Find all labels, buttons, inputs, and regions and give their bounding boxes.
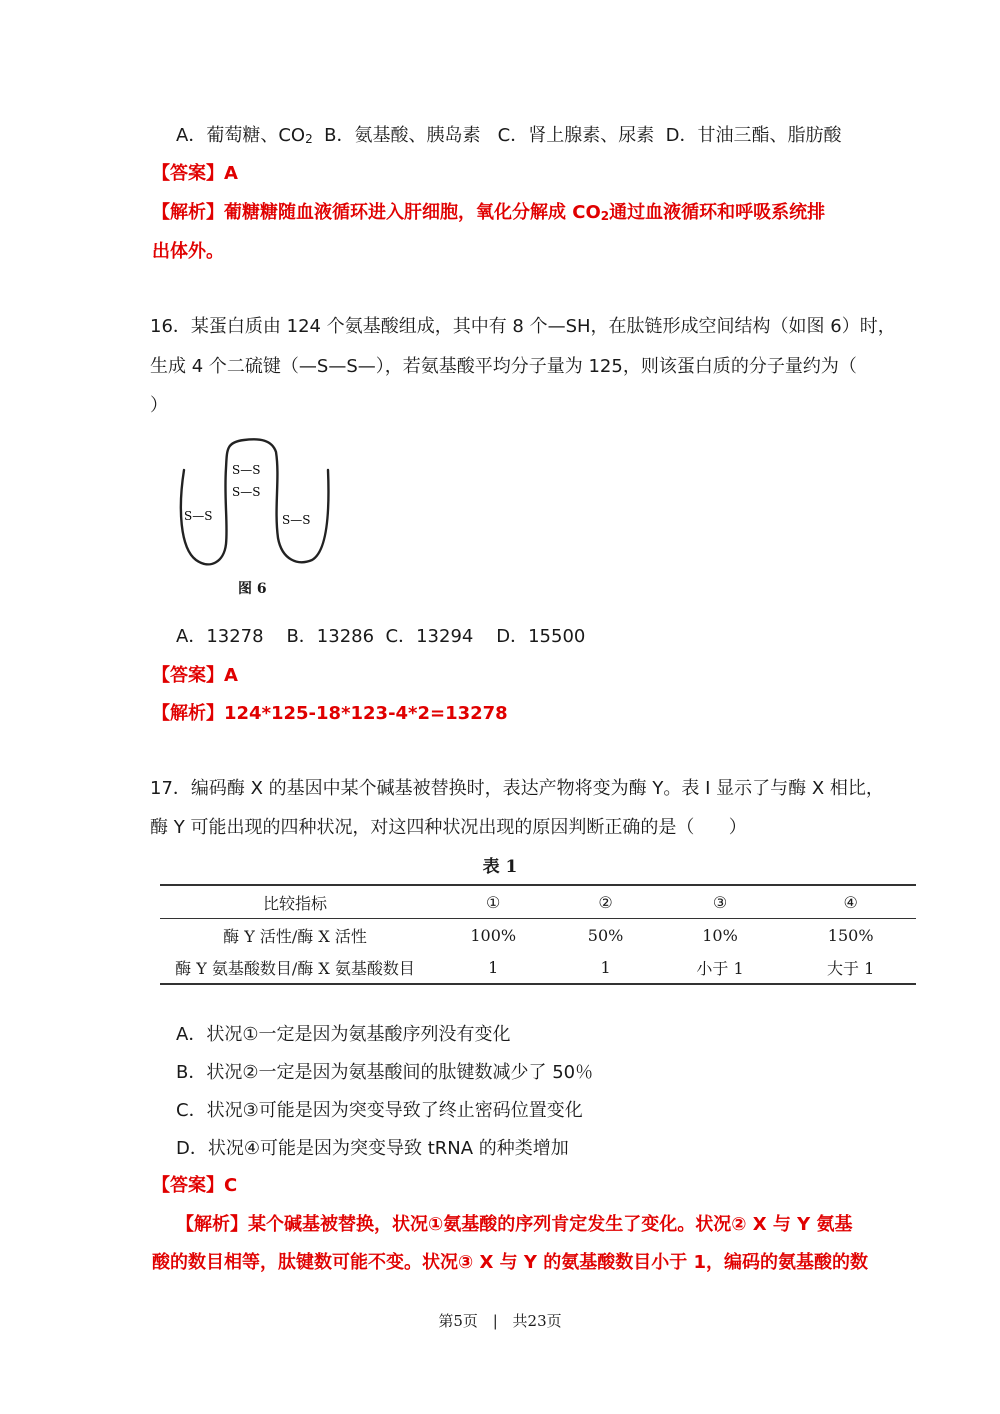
- q15-answer: 【答案】A: [152, 163, 238, 184]
- bond-label-1: S—S: [232, 463, 261, 477]
- q17-stem-line1: 17．编码酶 X 的基因中某个碱基被替换时，表达产物将变为酶 Y。表 I 显示了与酶 X 相比，: [150, 778, 884, 799]
- q15-explanation-a: 【解析】葡糖糖随血液循环进入肝细胞，氧化分解成 CO: [152, 202, 601, 223]
- q16-options: A．13278 B．13286 C．13294 D．15500: [176, 626, 586, 647]
- q15-options-rest: B．氨基酸、胰岛素 C．肾上腺素、尿素 D．甘油三酯、脂肪酸: [312, 125, 842, 146]
- q15-explanation-line2: 出体外。: [152, 241, 224, 262]
- q17-stem-line2: 酶 Y 可能出现的四种状况，对这四种状况出现的原因判断正确的是（ ）: [150, 817, 747, 838]
- q17-answer: 【答案】C: [152, 1175, 238, 1196]
- q15-options-sub: 2: [305, 132, 313, 146]
- q15-explanation-line1: [152, 201, 825, 228]
- q16-stem-line3: ）: [150, 395, 168, 416]
- q15-options-prefix: A．葡萄糖、CO: [176, 125, 306, 146]
- table-row: [160, 951, 916, 984]
- q17-option-b: B．状况②一定是因为氨基酸间的肽键数减少了 50％: [176, 1062, 594, 1083]
- q15-options: [176, 124, 842, 151]
- table-cell: 酶 Y 氨基酸数目/酶 X 氨基酸数目: [175, 958, 415, 978]
- figure-6-caption: 图 6: [238, 581, 267, 597]
- protein-chain-drawing: [170, 428, 350, 578]
- q17-explanation-line2: 酸的数目相等，肽键数可能不变。状况③ X 与 Y 的氨基酸数目小于 1，编码的氨基酸的数: [152, 1252, 869, 1273]
- figure-6-protein-diagram: [170, 428, 350, 603]
- bond-label-2: S—S: [232, 485, 261, 499]
- q15-explanation-sub: 2: [600, 209, 610, 223]
- table-cell: 10%: [702, 925, 738, 945]
- table-cell: 1: [600, 957, 611, 977]
- q16-stem-line1: 16．某蛋白质由 124 个氨基酸组成，其中有 8 个—SH，在肽链形成空间结构（如图 6）时，: [150, 316, 896, 337]
- q16-answer: 【答案】A: [152, 665, 238, 686]
- table-header-cell: ④: [843, 892, 858, 912]
- q15-explanation-b: 通过血液循环和呼吸系统排: [609, 202, 826, 223]
- q17-explanation-line1: 【解析】某个碱基被替换，状况①氨基酸的序列肯定发生了变化。状况② X 与 Y 氨基: [176, 1214, 853, 1235]
- table-cell: 酶 Y 活性/酶 X 活性: [223, 926, 367, 946]
- table-1: [160, 884, 916, 985]
- table-header-cell: ①: [486, 892, 501, 912]
- footer-separator: |: [492, 1312, 498, 1330]
- q16-stem-line2: 生成 4 个二硫键（—S—S—），若氨基酸平均分子量为 125，则该蛋白质的分子量约为（: [150, 356, 857, 377]
- table-cell: 小于 1: [696, 958, 744, 978]
- table-cell: 大于 1: [827, 958, 875, 978]
- table-1-title: 表 1: [482, 857, 518, 877]
- table-cell: 150%: [827, 925, 874, 945]
- table-header-row: [160, 885, 916, 919]
- q16-explanation: 【解析】124*125-18*123-4*2=13278: [152, 703, 508, 724]
- table-cell: 100%: [470, 925, 517, 945]
- table-header-cell: 比较指标: [262, 893, 327, 913]
- page-number: 第5页: [438, 1312, 478, 1330]
- table-row: [160, 919, 916, 952]
- bond-label-4: S—S: [282, 513, 311, 527]
- page-total: 共23页: [512, 1312, 562, 1330]
- table-cell: 1: [488, 957, 499, 977]
- page-footer: [0, 1310, 1000, 1331]
- q17-option-d: D．状况④可能是因为突变导致 tRNA 的种类增加: [176, 1138, 569, 1159]
- q17-option-c: C．状况③可能是因为突变导致了终止密码位置变化: [176, 1100, 583, 1121]
- q17-option-a: A．状况①一定是因为氨基酸序列没有变化: [176, 1024, 511, 1045]
- table-header-cell: ②: [598, 892, 613, 912]
- table-cell: 50%: [587, 925, 624, 945]
- table-header-cell: ③: [712, 892, 728, 912]
- bond-label-3: S—S: [184, 509, 213, 523]
